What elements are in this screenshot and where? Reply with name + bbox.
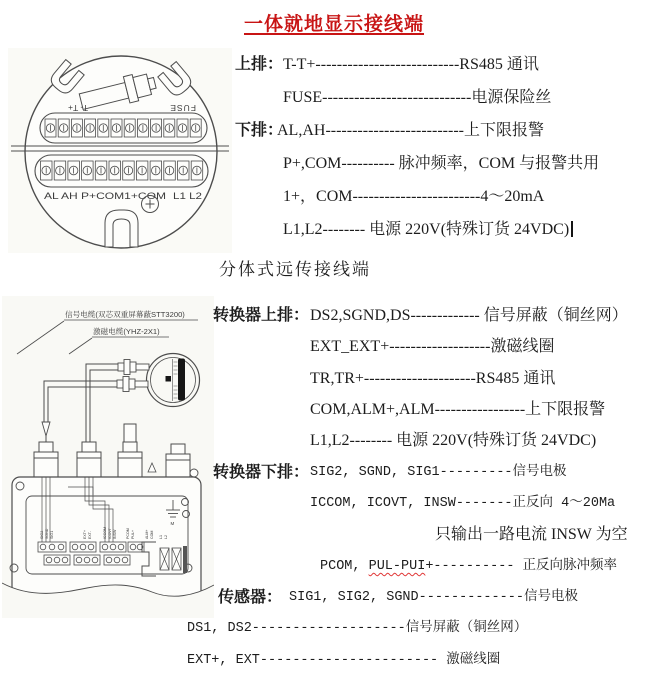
board-label: L1	[159, 535, 163, 539]
row-text: T-T+---------------------------RS485 通讯	[283, 56, 539, 73]
wiring-line	[185, 363, 648, 394]
wiring-line	[185, 331, 648, 362]
page-title: 一体就地显示接线端	[244, 14, 425, 35]
wiring-line	[185, 300, 648, 331]
wiring-line	[185, 519, 648, 550]
board-label: PCOM	[126, 528, 130, 539]
row-note: 只输出一路电流 INSW 为空	[435, 526, 628, 544]
row-text: L1,L2-------- 电源 220V(特殊订货 24VDC)	[310, 432, 597, 450]
terminal-strip-bottom	[35, 155, 208, 187]
remote-terminal-diagram	[2, 296, 214, 618]
strip-top-right-label: FUSE	[169, 103, 196, 113]
wiring-line	[235, 147, 648, 180]
board-label: INSW	[113, 529, 117, 539]
strip-bottom-labels: AL AH P+COM1+COM	[44, 191, 166, 201]
wiring-line	[235, 180, 648, 213]
row-text: TR,TR+---------------------RS485 通讯	[310, 369, 556, 387]
board-label: SIG1	[50, 530, 54, 539]
row-text: L1,L2-------- 电源 220V(特殊订货 24VDC)	[283, 213, 573, 246]
wiring-line	[185, 457, 648, 488]
section2-title: 分体式远传接线端	[219, 260, 371, 279]
wiring-line	[185, 551, 648, 582]
spellcheck-underlined-text: PUL-PUI	[368, 558, 426, 574]
row-text: FUSE----------------------------电源保险丝	[283, 89, 552, 106]
row-text: P+,COM---------- 脉冲频率，COM 与报警共用	[283, 155, 600, 172]
board-label: SIG2	[40, 530, 44, 539]
row-label: 传感器：	[218, 589, 283, 607]
wiring-line	[235, 213, 648, 246]
wiring-line	[185, 488, 648, 519]
row-text: COM,ALM+,ALM-----------------上下限报警	[310, 401, 606, 419]
board-label: ICCOM	[103, 527, 107, 539]
strip-top-left-label: T- T+	[68, 103, 88, 113]
ground-label: M	[170, 521, 175, 526]
terminal-strip-top	[40, 113, 207, 143]
board-label: EXT-	[88, 531, 92, 539]
board-label: SGND	[45, 528, 49, 539]
wiring-line	[235, 81, 648, 114]
row-text: 1+，COM------------------------4～20mA	[283, 188, 545, 205]
row-text: SIG2, SGND, SIG1---------信号电极	[310, 464, 567, 480]
row-text: SIG1, SIG2, SGND-------------信号电极	[289, 590, 578, 606]
row-label: 转换器下排：	[213, 463, 310, 481]
row-text: PCOM, PUL-PUI+---------- 正反向脉冲频率	[320, 558, 618, 574]
wiring-line	[185, 394, 648, 425]
row-text: ICCOM, ICOVT, INSW-------正反向 4～20Ma	[310, 496, 616, 512]
wiring-line	[185, 645, 648, 676]
wiring-line	[235, 48, 648, 81]
text-cursor	[571, 221, 573, 237]
wiring-line	[235, 114, 648, 147]
board-label: EXT+	[83, 529, 87, 539]
integrated-wiring-list	[235, 48, 648, 246]
row-label: 转换器上排：	[213, 307, 310, 324]
integrated-terminal-diagram	[8, 48, 232, 253]
row-label: 下排：	[235, 122, 284, 139]
row-text: EXT+, EXT---------------------- 激磁线圈	[187, 652, 501, 668]
wiring-line	[185, 613, 648, 644]
wiring-line	[185, 582, 648, 613]
board-label: ALM+	[145, 529, 149, 539]
board-label: ICOVT	[108, 528, 112, 539]
row-text: DS2,SGND,DS------------- 信号屏蔽（铜丝网）	[310, 307, 628, 324]
excitation-cable-label: 激磁电缆(YHZ-2X1)	[93, 327, 160, 336]
row-text: EXT_EXT+-------------------激磁线圈	[310, 338, 555, 356]
strip-bottom-labels-right: L1 L2	[173, 191, 202, 201]
board-label: COM	[150, 530, 154, 539]
wiring-line	[185, 425, 648, 456]
row-text: AL,AH--------------------------上下限报警	[277, 122, 544, 139]
signal-cable-label: 信号电缆(双芯双重屏幕蔽STT3200)	[65, 310, 185, 319]
row-label: 上排：	[235, 56, 284, 73]
board-label: L2	[164, 535, 168, 539]
board-label: PUL+	[131, 529, 135, 539]
remote-wiring-list	[185, 300, 648, 676]
row-text: DS1, DS2-------------------信号屏蔽（铜丝网）	[187, 621, 528, 637]
